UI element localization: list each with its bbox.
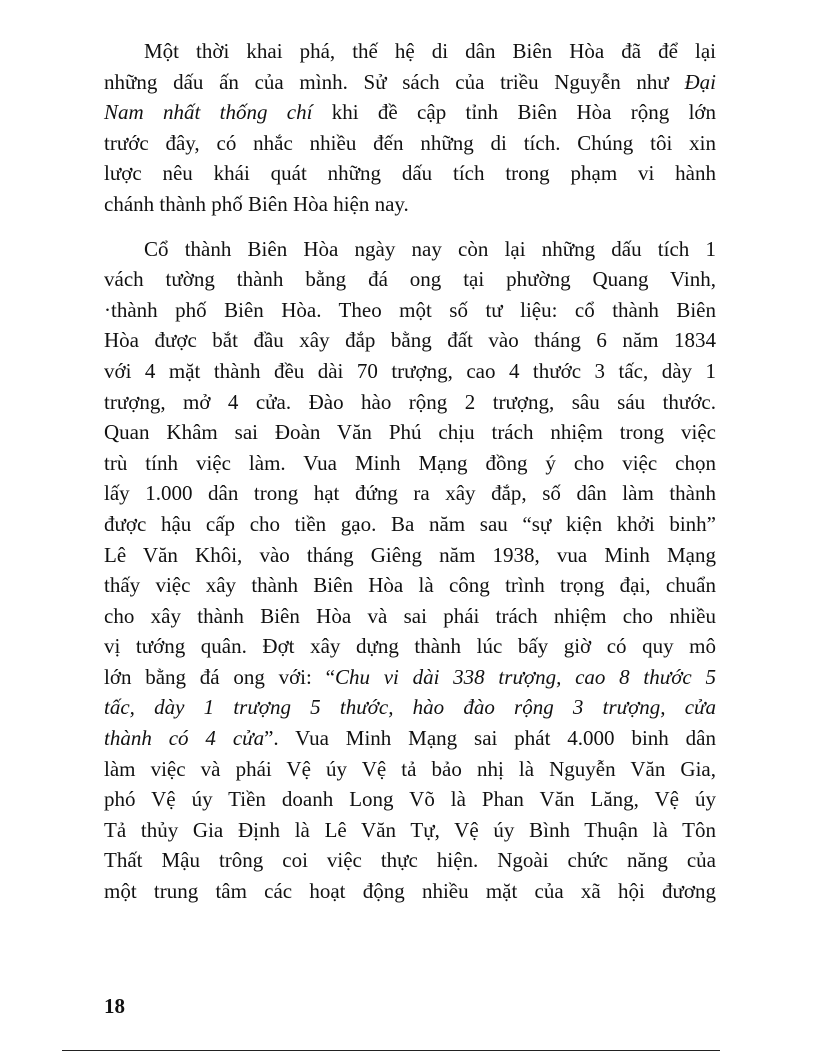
text-run: vách tường thành bằng đá ong tại phường Quang Vinh, [104, 267, 716, 292]
text-run: trù tính việc làm. Vua Minh Mạng đồng ý cho việc chọn [104, 450, 716, 475]
text-line [104, 189, 716, 220]
text-line [104, 325, 716, 356]
text-run: thấy việc xây thành Biên Hòa là công trình trọng đại, chuẩn [104, 573, 716, 598]
italic-title: Đại [684, 69, 716, 94]
text-line [104, 784, 716, 815]
text-run: cho xây thành Biên Hòa và sai phái trách nhiệm cho nhiều [104, 603, 716, 628]
text-run: trước đây, có nhắc nhiều đến những di tích. Chúng tôi xin [104, 130, 716, 155]
italic-title: Chu vi dài 338 trượng, cao 8 thước 5 [334, 664, 716, 689]
text-line [104, 540, 716, 571]
text-line [104, 723, 716, 754]
text-line [104, 692, 716, 723]
text-run: Hòa được bắt đầu xây đắp bằng đất vào tháng 6 năm 1834 [104, 328, 716, 353]
text-line [104, 754, 716, 785]
text-run: lược nêu khái quát những dấu tích trong phạm vi hành [104, 161, 716, 186]
text-line [104, 631, 716, 662]
paragraph [104, 36, 716, 220]
text-line [104, 601, 716, 632]
text-line [104, 295, 716, 326]
text-line [104, 417, 716, 448]
text-line [104, 478, 716, 509]
text-line [104, 448, 716, 479]
text-line [104, 264, 716, 295]
text-line [104, 815, 716, 846]
text-line [104, 876, 716, 907]
paragraph [104, 234, 716, 907]
text-run: Quan Khâm sai Đoàn Văn Phú chịu trách nhiệm trong việc [104, 420, 716, 445]
text-run: với 4 mặt thành đều dài 70 trượng, cao 4 thước 3 tấc, dày 1 [104, 358, 716, 383]
text-run: khi đề cập tỉnh Biên Hòa rộng lớn [312, 100, 717, 125]
text-run: lấy 1.000 dân trong hạt đứng ra xây đắp, số dân làm thành [104, 481, 716, 506]
text-run: vị tướng quân. Đợt xây dựng thành lúc bấy giờ có quy mô [104, 634, 716, 659]
text-run: lớn bằng đá ong với: “ [104, 664, 335, 689]
text-line [104, 36, 716, 67]
text-run: Một thời khai phá, thế hệ di dân Biên Hòa đã để lại [144, 39, 716, 63]
bottom-rule [62, 1050, 720, 1051]
text-run: được hậu cấp cho tiền gạo. Ba năm sau “sự kiện khởi binh” [104, 511, 716, 536]
text-run: ”. Vua Minh Mạng sai phát 4.000 binh dân [264, 726, 716, 751]
text-line [104, 387, 716, 418]
page-number: 18 [104, 994, 125, 1018]
text-run: Tả thủy Gia Định là Lê Văn Tự, Vệ úy Bình Thuận là Tôn [104, 817, 716, 842]
text-run: Cổ thành Biên Hòa ngày nay còn lại những dấu tích 1 [144, 236, 716, 261]
text-run: một trung tâm các hoạt động nhiều mặt của xã hội đương [104, 879, 716, 904]
text-line [104, 158, 716, 189]
italic-title: thành có 4 cửa [104, 726, 265, 751]
text-line [104, 845, 716, 876]
italic-title: Nam nhất thống chí [104, 100, 313, 125]
text-line [104, 356, 716, 387]
text-line [104, 234, 716, 265]
text-run: ·thành phố Biên Hòa. Theo một số tư liệu: cổ thành Biên [104, 297, 716, 322]
text-line [104, 67, 716, 98]
text-run: trượng, mở 4 cửa. Đào hào rộng 2 trượng, sâu sáu thước. [104, 389, 716, 414]
text-run: chánh thành phố Biên Hòa hiện nay. [104, 191, 409, 216]
text-run: Thất Mậu trông coi việc thực hiện. Ngoài chức năng của [104, 848, 716, 873]
italic-title: tấc, dày 1 trượng 5 thước, hào đào rộng 3 trượng, cửa [104, 695, 716, 720]
text-run: những dấu ấn của mình. Sử sách của triều Nguyễn như [104, 69, 685, 94]
text-run: phó Vệ úy Tiền doanh Long Võ là Phan Văn Lăng, Vệ úy [104, 787, 716, 812]
text-run: Lê Văn Khôi, vào tháng Giêng năm 1938, vua Minh Mạng [104, 542, 716, 567]
text-line [104, 509, 716, 540]
text-line [104, 97, 716, 128]
text-line [104, 662, 716, 693]
text-run: làm việc và phái Vệ úy Vệ tả bảo nhị là Nguyễn Văn Gia, [104, 756, 716, 781]
text-line [104, 570, 716, 601]
body-text [104, 36, 716, 907]
text-line [104, 128, 716, 159]
